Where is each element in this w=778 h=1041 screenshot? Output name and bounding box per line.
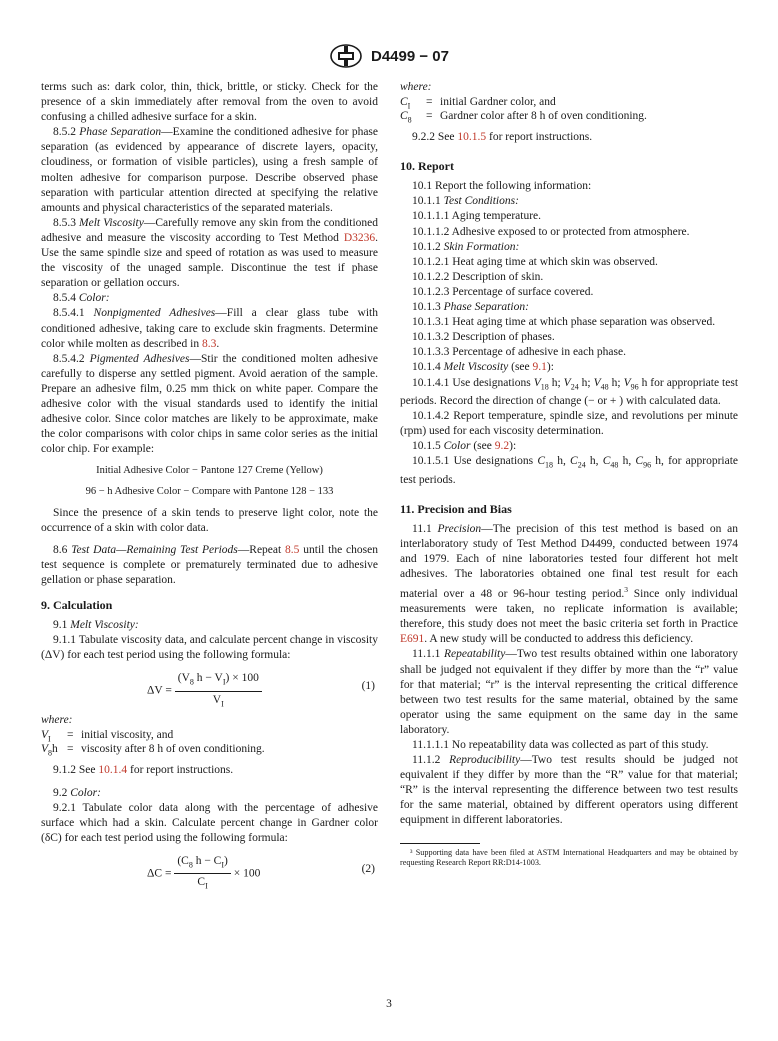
section-10-1-3: 10.1.3 Phase Separation:: [412, 301, 529, 314]
equation-2: ΔC = $\frac{(C_8 h - C_I)}{C_I}$ × 100 (2): [147, 854, 375, 891]
definition-row: $V_I$ = initial viscosity, and: [41, 729, 174, 744]
definition-row: $C_8$ = Gardner color after 8 h of oven conditioning.: [400, 110, 647, 125]
definition-row: $C_I$ = initial Gardner color, and: [400, 96, 556, 111]
section-8-5-4: 8.5.4 Color:: [53, 292, 110, 305]
example-line-1: Initial Adhesive Color − Pantone 127 Creme (Yellow): [96, 465, 323, 477]
equation-1: ΔV = $\frac{(V_8 h - V_I) \times 100}{V_I}$ (1): [147, 672, 375, 709]
section-9-2-1: 9.2.1 Tabulate color data along with the percentage of adhesive surface which had a skin. Calculate percent change in Gardner color (δC) for each test period using the following formula:: [41, 801, 378, 844]
section-8-5-2: 8.5.2 Phase Separation—Examine the conditioned adhesive for phase separation (as evidenced by appearance of discrete layers, opacity, cloudiness, or formation of visible particles), using a fresh sample of molten adhesive for comparison purpose. Describe observed phase separation with particular attention directed at specifying the relative amounts and physical characteristics of the separated materials.: [41, 126, 379, 214]
link-10-1-5[interactable]: 10.1.5: [457, 131, 487, 144]
section-11-1-1: 11.1.1 Repeatability—Two test results obtained within one laboratory shall be judged not equivalent if they differ by more than the “r” value for that material; “r” is the interval representing the critical difference between two test results for the same material, obtained by the same operator using the same equipment on the same day in the same laboratory.: [400, 648, 739, 736]
where-label: where:: [41, 714, 73, 727]
section-10-1-1-2: 10.1.1.2 Adhesive exposed to or protected from atmosphere.: [412, 225, 690, 238]
section-11-1-1-1: 11.1.1.1 No repeatability data was collected as part of this study.: [412, 738, 709, 751]
section-10-1-1-1: 10.1.1.1 Aging temperature.: [412, 210, 542, 223]
link-d3236[interactable]: D3236: [343, 231, 376, 244]
footnote: ³ Supporting data have been filed at ASTM International Headquarters and may be obtained by requesting Research Report RR:D14-1003.: [400, 847, 738, 868]
link-10-1-4[interactable]: 10.1.4: [98, 764, 128, 777]
paragraph: terms such as: dark color, thin, thick, brittle, or sticky. Check for the presence of a skin immediately after removal from the oven to avoid confusing a chilled adhesive surface for a skin.: [41, 81, 378, 124]
section-heading-report: 10. Report: [400, 159, 454, 174]
section-10-1: 10.1 Report the following information:: [412, 180, 592, 193]
equation-number: (2): [361, 862, 375, 875]
section-10-1-1: 10.1.1 Test Conditions:: [412, 195, 519, 208]
section-10-1-4-1: 10.1.4.1 Use designations $V_{18}$ h; $V_{24}$ h; $V_{48}$ h; $V_{96}$ h for appropriate test periods. Record the direction of change (− or + ) with calculated data.: [400, 376, 739, 407]
section-9-1: 9.1 Melt Viscosity:: [53, 619, 139, 632]
section-10-1-2: 10.1.2 Skin Formation:: [412, 240, 520, 253]
section-heading-calculation: 9. Calculation: [41, 598, 113, 612]
standard-designation: D4499 − 07: [371, 47, 449, 65]
section-11-1: 11.1 Precision—The precision of this test method is based on an interlaboratory study of Test Method D4499, conducted between 1974 and 1979. Each of nine laboratories tested four different hot melt adhesives. The laboratories obtained one final test result for each material over a 48 or 96-hour testing period.$^3$ Since only individual measurements were taken, no replicate information is available; therefore, this study does not meet the basic criteria set forth in Practice E691. A new study will be conducted to address this deficiency.: [400, 522, 738, 646]
section-9-2-2: 9.2.2 See 10.1.5 for report instructions.: [412, 131, 593, 144]
link-8-3[interactable]: 8.3: [201, 337, 217, 350]
right-column: [400, 80, 738, 869]
section-8-5-4-2: 8.5.4.2 Pigmented Adhesives—Stir the conditioned molten adhesive carefully to disperse any settled pigment. Avoid aeration of the sample. Prepare an adhesive film, 0.25 mm thick on white paper. Compare the adhesive color with the visual standards used to identify the initial adhesive color. Since color matches are likely to be approximate, make the color comparisons with color chips in same color series as the initial color chip. For example:: [41, 352, 378, 456]
section-10-1-3-2: 10.1.3.2 Description of phases.: [412, 331, 555, 344]
page-header: [0, 44, 778, 68]
link-8-5[interactable]: 8.5: [285, 543, 300, 556]
section-10-1-3-3: 10.1.3.3 Percentage of adhesive in each phase.: [412, 346, 626, 359]
section-10-1-5-1: 10.1.5.1 Use designations $C_{18}$ h, $C_{24}$ h, $C_{48}$ h, $C_{96}$ h, for appropriate test periods.: [400, 455, 739, 486]
section-heading-precision-and-bias: 11. Precision and Bias: [400, 501, 512, 516]
section-11-1-2: 11.1.2 Reproducibility—Two test results should be judged not equivalent if they differ by more than the “R” value for that material; “R” is the interval representing the difference between two test results for the same material, obtained by different operators using different equipment in different laboratories.: [400, 754, 738, 827]
footnote-rule: [400, 843, 480, 844]
section-10-1-3-1: 10.1.3.1 Heat aging time at which phase separation was observed.: [412, 316, 716, 329]
definition-row: $V_8h$ = viscosity after 8 h of oven conditioning.: [41, 743, 265, 758]
section-10-1-2-1: 10.1.2.1 Heat aging time at which skin was observed.: [412, 255, 658, 268]
page-number: 3: [386, 998, 392, 1010]
where-label: where:: [400, 81, 432, 93]
section-9-2: 9.2 Color:: [53, 786, 101, 799]
link-9-2[interactable]: 9.2: [494, 440, 510, 453]
section-10-1-5: 10.1.5 Color (see 9.2):: [412, 440, 517, 453]
section-9-1-2: 9.1.2 See 10.1.4 for report instructions.: [53, 764, 234, 777]
link-9-1[interactable]: 9.1: [532, 361, 547, 374]
section-8-5-3: 8.5.3 Melt Viscosity—Carefully remove any skin from the conditioned adhesive and measure the viscosity according to Test Method D3236. Use the same spindle size and speed of rotation as was used to measure the viscosity of the unaged sample. Discontinue the test if phase separation or gellation occurs.: [41, 216, 378, 290]
section-8-5-4-1: 8.5.4.1 Nonpigmented Adhesives—Fill a clear glass tube with conditioned adhesive, taking care to exclude skin fragments. Determine color while molten as described in 8.3.: [41, 307, 378, 350]
link-e691[interactable]: E691: [400, 633, 425, 646]
section-10-1-4: 10.1.4 Melt Viscosity (see 9.1):: [412, 361, 554, 374]
section-10-1-2-2: 10.1.2.2 Description of skin.: [412, 270, 544, 283]
equation-number: (1): [361, 680, 375, 693]
section-10-1-4-2: 10.1.4.2 Report temperature, spindle size, and revolutions per minute (rpm) used for each viscosity determination.: [400, 409, 738, 438]
section-9-1-1: 9.1.1 Tabulate viscosity data, and calculate percent change in viscosity (ΔV) for each test period using the following formula:: [41, 634, 378, 662]
paragraph: Since the presence of a skin tends to preserve light color, note the occurrence of a skin with color data.: [41, 506, 378, 534]
footnote-ref[interactable]: 3: [624, 585, 628, 595]
example-line-2: 96 − h Adhesive Color − Compare with Pantone 128 − 133: [85, 486, 334, 498]
astm-logo-icon: [329, 44, 363, 68]
section-8-6: 8.6 Test Data—Remaining Test Periods—Repeat 8.5 until the chosen test sequence is complete or prematurely terminated due to adhesive gellation or phase separation.: [41, 543, 378, 586]
left-column: [41, 80, 378, 896]
section-10-1-2-3: 10.1.2.3 Percentage of surface covered.: [412, 285, 594, 298]
